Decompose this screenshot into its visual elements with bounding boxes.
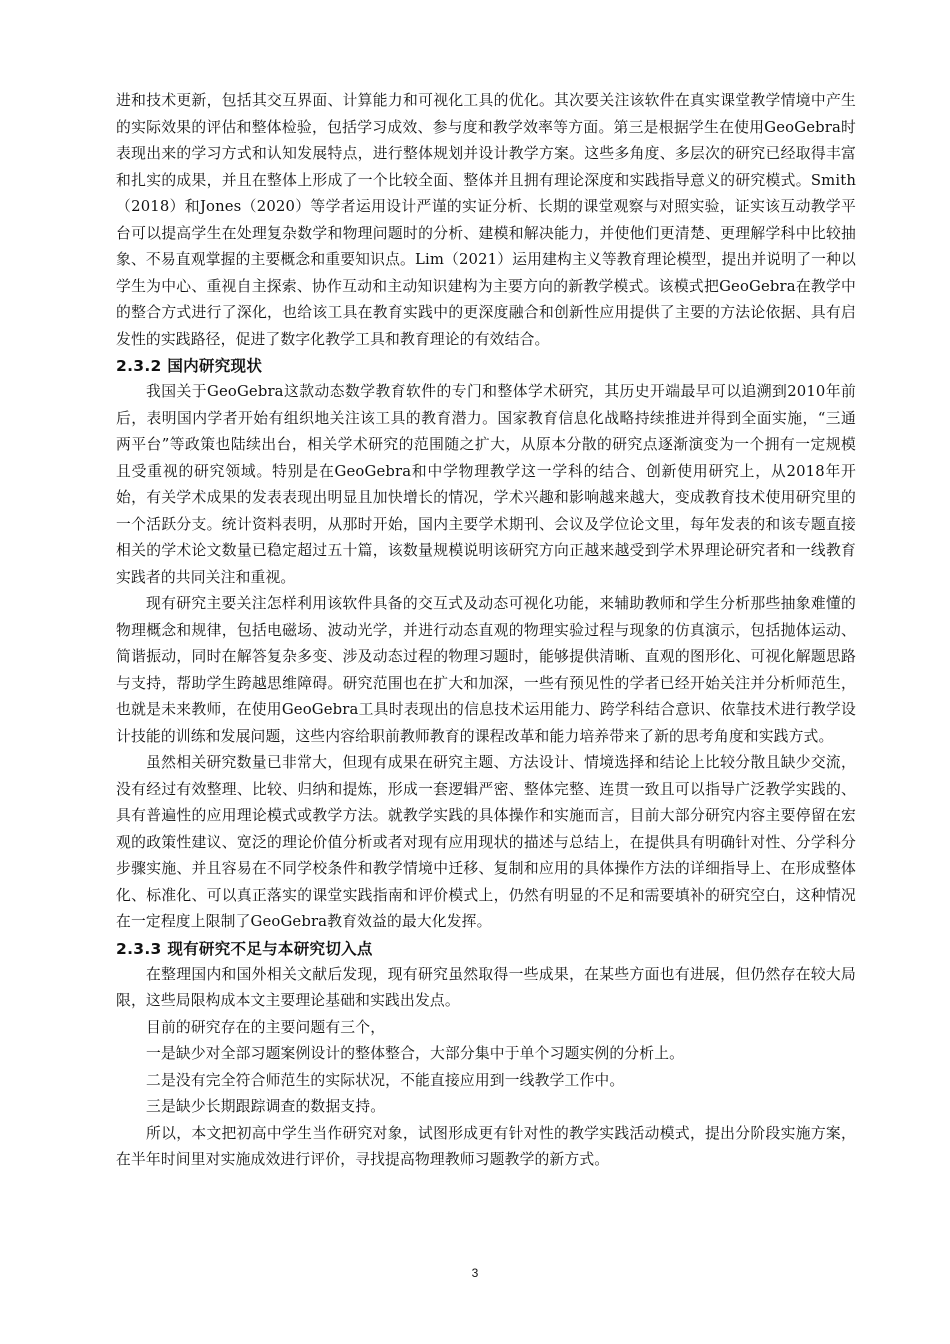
section-heading-2-3-2: 2.3.2 国内研究现状 — [116, 357, 263, 375]
paragraph: 所以，本文把初高中学生当作研究对象，试图形成更有针对性的教学实践活动模式，提出分阶段实施方案，在半年时间里对实施成效进行评价，寻找提高物理教师习题教学的新方式。 — [116, 1124, 856, 1168]
paragraph: 目前的研究存在的主要问题有三个， — [146, 1018, 386, 1036]
section-heading-2-3-3: 2.3.3 现有研究不足与本研究切入点 — [116, 939, 373, 958]
paragraph-continued: 进和技术更新，包括其交互界面、计算能力和可视化工具的优化。其次要关注该软件在真实课堂教学情境中产生的实际效果的评估和整体检验，包括学习成效、参与度和教学效率等方面。第三是根据学生在使用GeoGebra时表现出来的学习方式和认知发展特点，进行整体规划并设计教学方案。这些多角度、多层次的研究已经取得丰富和扎实的成果，并且在整体上形成了一个比较全面、整体并且拥有理论深度和实践指导意义的研究模式。Smith（2018）和Jones（2020）等学者运用设计严谨的实证分析、长期的课堂观察与对照实验，证实该互动教学平台可以提高学生在处理复杂数学和物理问题时的分析、建模和解决能力，并使他们更清楚、更理解学科中比较抽象、不易直观掌握的主要概念和重要知识点。Lim（2021）运用建构主义等教育理论模型，提出并说明了一种以学生为中心、重视自主探索、协作互动和主动知识建构为主要方向的新教学模式。该模式把GeoGebra在教学中的整合方式进行了深化，也给该工具在教育实践中的更深度融合和创新性应用提供了主要的方法论依据、具有启发性的实践路径，促进了数字化教学工具和教育理论的有效结合。 — [116, 92, 856, 348]
paragraph: 虽然相关研究数量已非常大，但现有成果在研究主题、方法设计、情境选择和结论上比较分散且缺少交流，没有经过有效整理、比较、归纳和提炼，形成一套逻辑严密、整体完整、连贯一致且可以指导广泛教学实践的、具有普遍性的应用理论模式或教学方法。就教学实践的具体操作和实施而言，目前大部分研究内容主要停留在宏观的政策性建议、宽泛的理论价值分析或者对现有应用现状的描述与总结上，在提供具有明确针对性、分学科分步骤实施、并且容易在不同学校条件和教学情境中迁移、复制和应用的具体操作方法的详细指导上、在形成整体化、标准化、可以真正落实的课堂实践指南和评价模式上，仍然有明显的不足和需要填补的研究空白，这种情况在一定程度上限制了GeoGebra教育效益的最大化发挥。 — [116, 754, 856, 930]
list-item: 一是缺少对全部习题案例设计的整体整合，大部分集中于单个习题实例的分析上。 — [146, 1045, 685, 1062]
paragraph: 我国关于GeoGebra这款动态数学教育软件的专门和整体学术研究，其历史开端最早可以追溯到2010年前后，表明国内学者开始有组织地关注该工具的教育潜力。国家教育信息化战略持续推进并得到全面实施，“三通两平台”等政策也陆续出台，相关学术研究的范围随之扩大，从原本分散的研究点逐渐演变为一个拥有一定规模且受重视的研究领域。特别是在GeoGebra和中学物理教学这一学科的结合、创新使用研究上，从2018年开始，有关学术成果的发表表现出明显且加快增长的情况，学术兴趣和影响越来越大，变成教育技术使用研究里的一个活跃分支。统计资料表明，从那时开始，国内主要学术期刊、会议及学位论文里，每年发表的和该专题直接相关的学术论文数量已稳定超过五十篇，该数量规模说明该研究方向正越来越受到学术界理论研究者和一线教育实践者的共同关注和重视。 — [116, 383, 856, 586]
paragraph: 现有研究主要关注怎样利用该软件具备的交互式及动态可视化功能，来辅助教师和学生分析那些抽象难懂的物理概念和规律，包括电磁场、波动光学，并进行动态直观的物理实验过程与现象的仿真演示，包括抛体运动、简谐振动，同时在解答复杂多变、涉及动态过程的物理习题时，能够提供清晰、直观的图形化、可视化解题思路与支持，帮助学生跨越思维障碍。研究范围也在扩大和加深，一些有预见性的学者已经开始关注并分析师范生，也就是未来教师，在使用GeoGebra工具时表现出的信息技术运用能力、跨学科结合意识、依靠技术进行教学设计技能的训练和发展问题，这些内容给职前教师教育的课程改革和能力培养带来了新的思考角度和实践方式。 — [116, 595, 856, 745]
list-item: 二是没有完全符合师范生的实际状况，不能直接应用到一线教学工作中。 — [146, 1071, 625, 1089]
paragraph: 在整理国内和国外相关文献后发现，现有研究虽然取得一些成果，在某些方面也有进展，但仍然存在较大局限，这些局限构成本文主要理论基础和实践出发点。 — [116, 965, 856, 1009]
page-body — [116, 88, 856, 1174]
page-number: 3 — [471, 1266, 479, 1280]
list-item: 三是缺少长期跟踪调查的数据支持。 — [146, 1098, 386, 1115]
